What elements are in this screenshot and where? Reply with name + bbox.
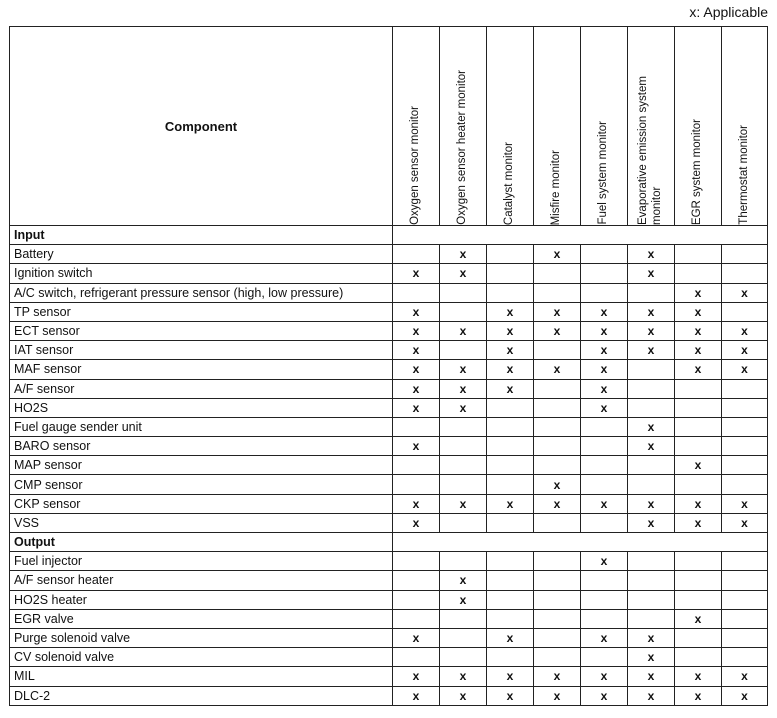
- empty-cell: [393, 590, 440, 609]
- applicable-mark: x: [393, 494, 440, 513]
- applicable-mark: x: [440, 398, 487, 417]
- empty-cell: [675, 245, 722, 264]
- component-name: A/F sensor: [10, 379, 393, 398]
- empty-cell: [440, 341, 487, 360]
- component-name: Fuel gauge sender unit: [10, 417, 393, 436]
- section-row-input: [10, 226, 768, 245]
- empty-cell: [393, 456, 440, 475]
- table-body: [10, 226, 768, 706]
- empty-cell: [487, 264, 534, 283]
- empty-cell: [675, 552, 722, 571]
- empty-cell: [675, 628, 722, 647]
- empty-cell: [534, 590, 581, 609]
- component-name: CV solenoid valve: [10, 648, 393, 667]
- component-name: IAT sensor: [10, 341, 393, 360]
- empty-cell: [534, 437, 581, 456]
- empty-cell: [534, 379, 581, 398]
- empty-cell: [581, 590, 628, 609]
- applicable-mark: x: [628, 494, 675, 513]
- empty-cell: [393, 417, 440, 436]
- empty-cell: [675, 437, 722, 456]
- empty-cell: [722, 590, 768, 609]
- empty-cell: [534, 341, 581, 360]
- applicable-mark: x: [393, 398, 440, 417]
- applicable-mark: x: [534, 302, 581, 321]
- empty-cell: [628, 590, 675, 609]
- applicable-mark: x: [628, 628, 675, 647]
- empty-cell: [534, 513, 581, 532]
- applicable-mark: x: [675, 686, 722, 705]
- applicable-mark: x: [581, 360, 628, 379]
- applicable-mark: x: [487, 341, 534, 360]
- applicable-mark: x: [581, 686, 628, 705]
- table-row: [10, 552, 768, 571]
- monitor-header-oxygen-sensor: Oxygen sensor monitor: [393, 27, 440, 226]
- section-title: Input: [10, 226, 393, 245]
- empty-cell: [534, 648, 581, 667]
- applicable-mark: x: [675, 321, 722, 340]
- empty-cell: [440, 437, 487, 456]
- component-name: MIL: [10, 667, 393, 686]
- applicable-mark: x: [487, 628, 534, 647]
- applicable-mark: x: [628, 667, 675, 686]
- empty-cell: [628, 552, 675, 571]
- applicable-mark: x: [440, 264, 487, 283]
- component-name: Battery: [10, 245, 393, 264]
- empty-cell: [393, 245, 440, 264]
- component-name: Purge solenoid valve: [10, 628, 393, 647]
- applicable-mark: x: [675, 494, 722, 513]
- applicable-mark: x: [675, 302, 722, 321]
- table-row: [10, 609, 768, 628]
- applicable-mark: x: [722, 283, 768, 302]
- empty-cell: [722, 648, 768, 667]
- applicable-mark: x: [487, 379, 534, 398]
- applicable-mark: x: [534, 245, 581, 264]
- applicable-mark: x: [393, 360, 440, 379]
- applicable-mark: x: [722, 686, 768, 705]
- empty-cell: [628, 379, 675, 398]
- empty-cell: [534, 552, 581, 571]
- component-name: Ignition switch: [10, 264, 393, 283]
- empty-cell: [581, 417, 628, 436]
- component-name: ECT sensor: [10, 321, 393, 340]
- empty-cell: [581, 609, 628, 628]
- table-row: [10, 571, 768, 590]
- empty-cell: [487, 513, 534, 532]
- empty-cell: [722, 628, 768, 647]
- applicable-mark: x: [487, 686, 534, 705]
- applicable-mark: x: [487, 302, 534, 321]
- empty-cell: [440, 283, 487, 302]
- applicable-mark: x: [440, 571, 487, 590]
- empty-cell: [628, 456, 675, 475]
- empty-cell: [628, 609, 675, 628]
- table-row: [10, 648, 768, 667]
- applicable-mark: x: [393, 667, 440, 686]
- applicable-mark: x: [440, 321, 487, 340]
- table-row: [10, 417, 768, 436]
- component-name: EGR valve: [10, 609, 393, 628]
- empty-cell: [722, 475, 768, 494]
- component-name: A/C switch, refrigerant pressure sensor (high, low pressure): [10, 283, 393, 302]
- empty-cell: [581, 437, 628, 456]
- section-title: Output: [10, 533, 393, 552]
- component-name: VSS: [10, 513, 393, 532]
- empty-cell: [393, 609, 440, 628]
- empty-cell: [581, 264, 628, 283]
- applicable-mark: x: [675, 609, 722, 628]
- empty-cell: [675, 648, 722, 667]
- applicable-mark: x: [440, 379, 487, 398]
- applicable-mark: x: [581, 302, 628, 321]
- empty-cell: [440, 628, 487, 647]
- empty-cell: [393, 475, 440, 494]
- applicable-mark: x: [675, 283, 722, 302]
- empty-cell: [440, 456, 487, 475]
- table-row: [10, 456, 768, 475]
- empty-cell: [440, 475, 487, 494]
- applicable-mark: x: [440, 360, 487, 379]
- empty-cell: [722, 437, 768, 456]
- monitor-header-fuel-system: Fuel system monitor: [581, 27, 628, 226]
- empty-cell: [487, 456, 534, 475]
- applicable-mark: x: [440, 686, 487, 705]
- legend-note: x: Applicable: [689, 4, 768, 20]
- table-row: [10, 437, 768, 456]
- empty-cell: [628, 475, 675, 494]
- applicable-mark: x: [534, 686, 581, 705]
- applicable-mark: x: [628, 321, 675, 340]
- applicable-mark: x: [581, 552, 628, 571]
- empty-cell: [581, 648, 628, 667]
- applicable-mark: x: [393, 341, 440, 360]
- applicable-mark: x: [393, 264, 440, 283]
- empty-cell: [581, 571, 628, 590]
- empty-cell: [487, 571, 534, 590]
- monitor-header-oxygen-sensor-heater: Oxygen sensor heater monitor: [440, 27, 487, 226]
- empty-cell: [487, 398, 534, 417]
- empty-cell: [675, 398, 722, 417]
- applicable-mark: x: [487, 360, 534, 379]
- applicable-mark: x: [534, 667, 581, 686]
- component-name: CKP sensor: [10, 494, 393, 513]
- applicable-mark: x: [581, 341, 628, 360]
- applicable-mark: x: [534, 475, 581, 494]
- section-filler: [393, 533, 768, 552]
- applicable-mark: x: [581, 628, 628, 647]
- applicable-mark: x: [534, 360, 581, 379]
- empty-cell: [675, 264, 722, 283]
- applicable-mark: x: [722, 321, 768, 340]
- applicable-mark: x: [393, 302, 440, 321]
- empty-cell: [722, 302, 768, 321]
- applicable-mark: x: [440, 590, 487, 609]
- empty-cell: [393, 552, 440, 571]
- applicable-mark: x: [628, 341, 675, 360]
- empty-cell: [440, 552, 487, 571]
- empty-cell: [534, 398, 581, 417]
- applicable-mark: x: [675, 513, 722, 532]
- applicability-table: [9, 26, 768, 706]
- empty-cell: [675, 475, 722, 494]
- empty-cell: [675, 590, 722, 609]
- applicable-mark: x: [393, 686, 440, 705]
- table-row: [10, 360, 768, 379]
- empty-cell: [675, 417, 722, 436]
- empty-cell: [534, 417, 581, 436]
- applicable-mark: x: [440, 494, 487, 513]
- monitor-header-catalyst: Catalyst monitor: [487, 27, 534, 226]
- applicable-mark: x: [628, 437, 675, 456]
- applicable-mark: x: [440, 245, 487, 264]
- empty-cell: [534, 609, 581, 628]
- empty-cell: [581, 513, 628, 532]
- component-name: MAP sensor: [10, 456, 393, 475]
- section-filler: [393, 226, 768, 245]
- applicable-mark: x: [487, 494, 534, 513]
- section-row-output: [10, 533, 768, 552]
- applicable-mark: x: [393, 437, 440, 456]
- component-name: HO2S heater: [10, 590, 393, 609]
- applicable-mark: x: [628, 417, 675, 436]
- applicable-mark: x: [581, 379, 628, 398]
- empty-cell: [487, 552, 534, 571]
- empty-cell: [628, 360, 675, 379]
- empty-cell: [581, 245, 628, 264]
- applicable-mark: x: [675, 667, 722, 686]
- applicable-mark: x: [581, 494, 628, 513]
- applicable-mark: x: [440, 667, 487, 686]
- table-row: [10, 321, 768, 340]
- empty-cell: [487, 648, 534, 667]
- table-row: [10, 398, 768, 417]
- empty-cell: [440, 417, 487, 436]
- applicable-mark: x: [675, 341, 722, 360]
- empty-cell: [722, 552, 768, 571]
- empty-cell: [487, 437, 534, 456]
- empty-cell: [487, 283, 534, 302]
- applicable-mark: x: [581, 321, 628, 340]
- component-column-header: Component: [10, 27, 393, 226]
- applicable-mark: x: [628, 245, 675, 264]
- empty-cell: [534, 283, 581, 302]
- applicable-mark: x: [722, 360, 768, 379]
- empty-cell: [440, 302, 487, 321]
- table-row: [10, 494, 768, 513]
- table-row: [10, 475, 768, 494]
- empty-cell: [487, 245, 534, 264]
- applicable-mark: x: [628, 648, 675, 667]
- table-row: [10, 302, 768, 321]
- empty-cell: [722, 456, 768, 475]
- monitor-header-egr-system: EGR system monitor: [675, 27, 722, 226]
- applicable-mark: x: [487, 321, 534, 340]
- empty-cell: [440, 513, 487, 532]
- applicable-mark: x: [675, 456, 722, 475]
- empty-cell: [440, 648, 487, 667]
- table-row: [10, 379, 768, 398]
- empty-cell: [722, 264, 768, 283]
- monitor-header-thermostat: Thermostat monitor: [722, 27, 768, 226]
- component-name: DLC-2: [10, 686, 393, 705]
- empty-cell: [393, 648, 440, 667]
- empty-cell: [628, 283, 675, 302]
- applicable-mark: x: [628, 513, 675, 532]
- empty-cell: [675, 571, 722, 590]
- empty-cell: [581, 456, 628, 475]
- component-name: BARO sensor: [10, 437, 393, 456]
- empty-cell: [534, 628, 581, 647]
- applicable-mark: x: [722, 667, 768, 686]
- table-row: [10, 628, 768, 647]
- empty-cell: [393, 283, 440, 302]
- applicable-mark: x: [393, 513, 440, 532]
- table-row: [10, 341, 768, 360]
- applicable-mark: x: [722, 341, 768, 360]
- empty-cell: [534, 571, 581, 590]
- component-name: TP sensor: [10, 302, 393, 321]
- empty-cell: [487, 609, 534, 628]
- component-name: CMP sensor: [10, 475, 393, 494]
- table-row: [10, 245, 768, 264]
- empty-cell: [581, 283, 628, 302]
- empty-cell: [487, 417, 534, 436]
- table-row: [10, 513, 768, 532]
- monitor-header-misfire: Misfire monitor: [534, 27, 581, 226]
- empty-cell: [722, 609, 768, 628]
- table-row: [10, 264, 768, 283]
- applicable-mark: x: [722, 494, 768, 513]
- empty-cell: [722, 398, 768, 417]
- empty-cell: [534, 456, 581, 475]
- applicable-mark: x: [534, 321, 581, 340]
- empty-cell: [534, 264, 581, 283]
- applicable-mark: x: [628, 686, 675, 705]
- empty-cell: [487, 475, 534, 494]
- empty-cell: [581, 475, 628, 494]
- empty-cell: [722, 245, 768, 264]
- applicable-mark: x: [393, 628, 440, 647]
- empty-cell: [628, 571, 675, 590]
- applicable-mark: x: [628, 302, 675, 321]
- empty-cell: [440, 609, 487, 628]
- applicable-mark: x: [675, 360, 722, 379]
- empty-cell: [722, 379, 768, 398]
- table-header-row: [10, 27, 768, 226]
- component-name: Fuel injector: [10, 552, 393, 571]
- applicable-mark: x: [581, 667, 628, 686]
- table-row: [10, 590, 768, 609]
- component-name: A/F sensor heater: [10, 571, 393, 590]
- table-row: [10, 686, 768, 705]
- applicable-mark: x: [534, 494, 581, 513]
- table-row: [10, 667, 768, 686]
- applicable-mark: x: [393, 379, 440, 398]
- applicable-mark: x: [581, 398, 628, 417]
- empty-cell: [722, 417, 768, 436]
- empty-cell: [722, 571, 768, 590]
- table-row: [10, 283, 768, 302]
- empty-cell: [628, 398, 675, 417]
- empty-cell: [487, 590, 534, 609]
- empty-cell: [675, 379, 722, 398]
- applicable-mark: x: [722, 513, 768, 532]
- applicable-mark: x: [393, 321, 440, 340]
- applicable-mark: x: [487, 667, 534, 686]
- component-name: HO2S: [10, 398, 393, 417]
- monitor-header-evaporative-emission: Evaporative emission system monitor: [628, 27, 675, 226]
- empty-cell: [393, 571, 440, 590]
- component-name: MAF sensor: [10, 360, 393, 379]
- applicable-mark: x: [628, 264, 675, 283]
